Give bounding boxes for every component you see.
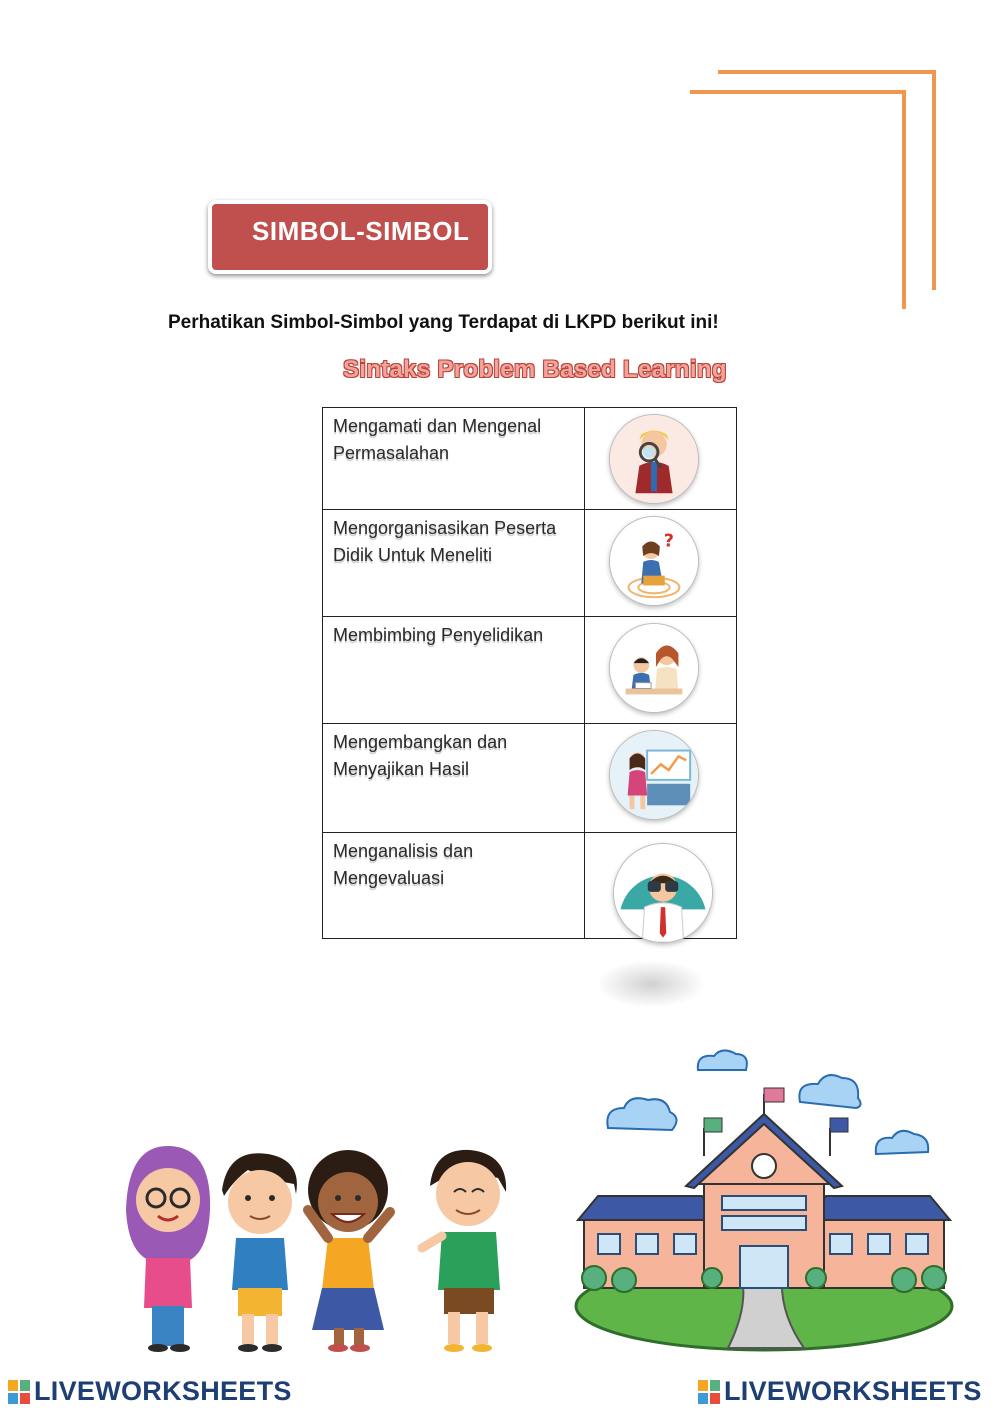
soft-shadow: [596, 960, 706, 1008]
step-label: Membimbing Penyelidikan: [323, 617, 585, 724]
table-row: [323, 510, 737, 617]
syntax-table: [322, 407, 737, 939]
corner-decoration-inner: [690, 90, 906, 309]
liveworksheets-logo-icon: [698, 1380, 720, 1404]
subtitle: Sintaks Problem Based Learning: [343, 356, 727, 383]
liveworksheets-logo-icon: [8, 1380, 30, 1404]
table-row: [323, 617, 737, 724]
magnifier-observer-icon: [609, 414, 699, 504]
step-label: Mengembangkan dan Menyajikan Hasil: [323, 724, 585, 833]
page-title: SIMBOL-SIMBOL: [252, 216, 470, 246]
step-label: Menganalisis dan Mengevaluasi: [323, 833, 585, 939]
school-building-illustration: [568, 1048, 960, 1358]
brand-footer-left: [8, 1376, 292, 1407]
brand-name: LIVEWORKSHEETS: [724, 1376, 982, 1406]
table-row: [323, 724, 737, 833]
title-banner: [208, 200, 492, 274]
brand-name: LIVEWORKSHEETS: [34, 1376, 292, 1406]
instruction-text: Perhatikan Simbol-Simbol yang Terdapat di LKPD berikut ini!: [168, 312, 719, 333]
step-label: Mengamati dan Mengenal Permasalahan: [323, 408, 585, 510]
brand-footer-right: [698, 1376, 982, 1407]
table-row: [323, 408, 737, 510]
children-illustration: [118, 1140, 528, 1360]
table-row: [323, 833, 737, 939]
step-label: Mengorganisasikan Peserta Didik Untuk Meneliti: [323, 510, 585, 617]
teacher-guiding-student-icon: [609, 623, 699, 713]
thinking-student-icon: [609, 516, 699, 606]
svg-text:?: ?: [663, 531, 675, 552]
presenter-chart-icon: [609, 730, 699, 820]
binoculars-analyst-icon: [613, 843, 713, 943]
